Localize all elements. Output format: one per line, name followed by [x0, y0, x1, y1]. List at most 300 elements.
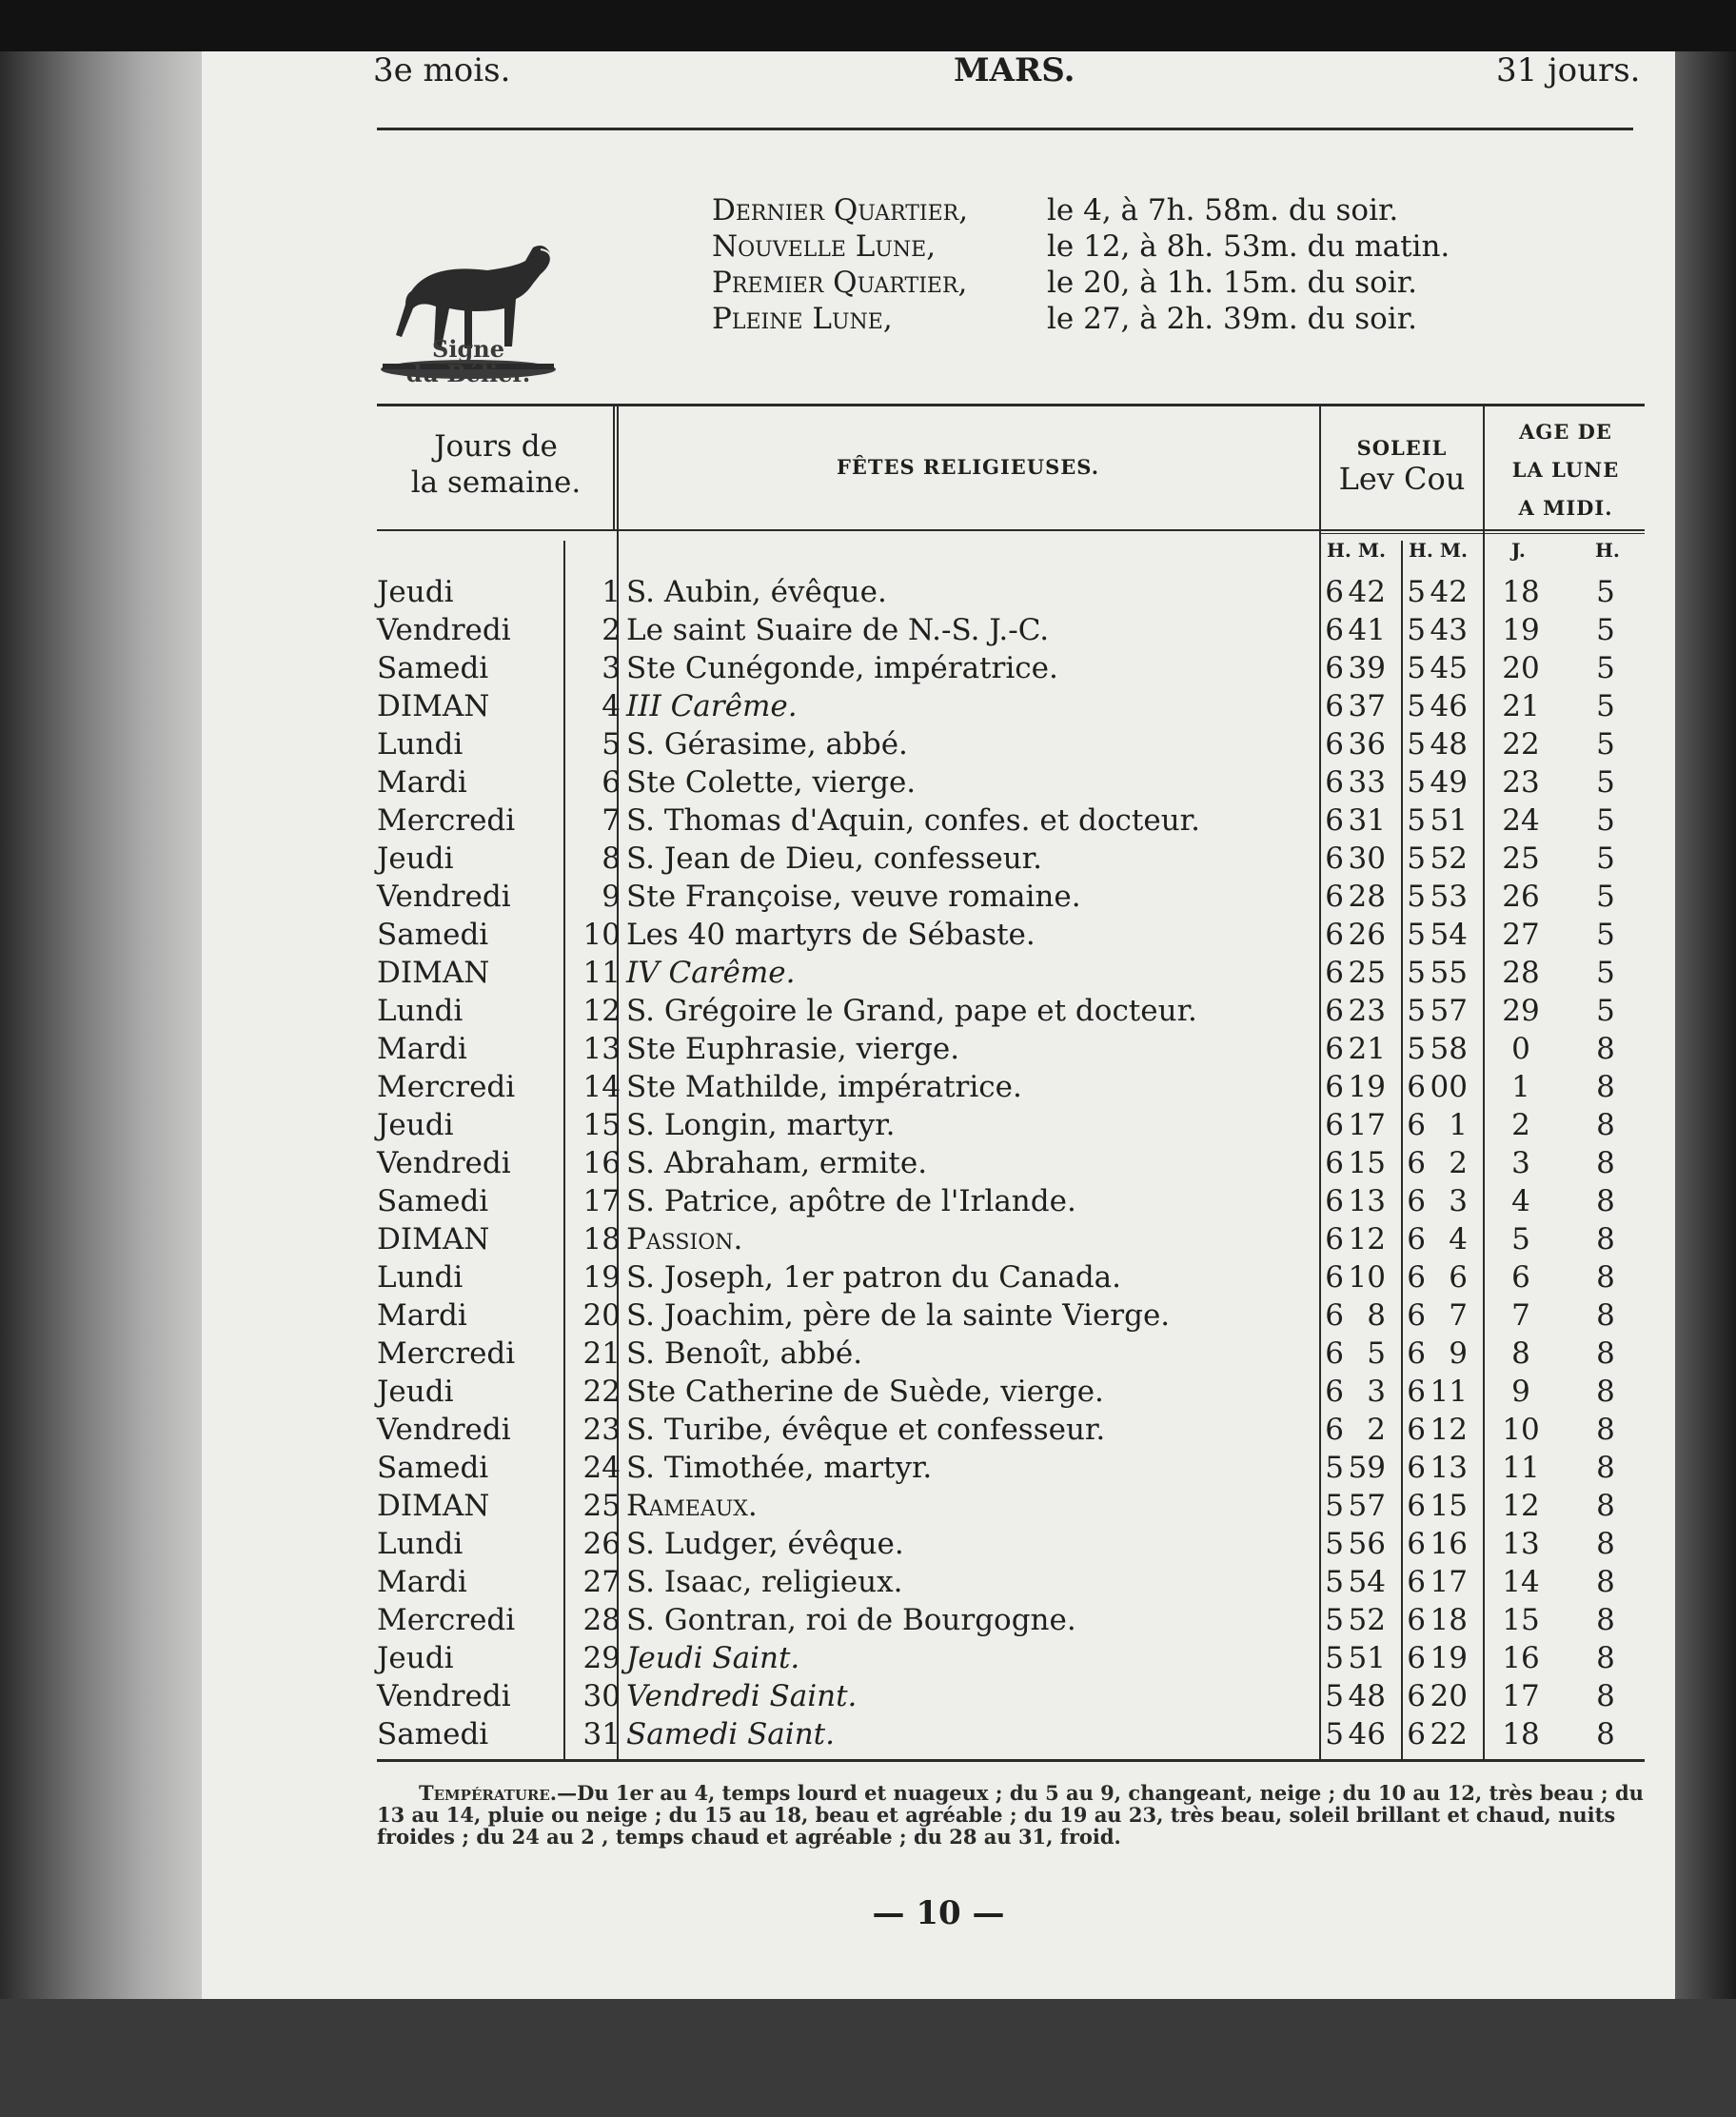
day-number-cell: 2 [602, 613, 621, 647]
sunset-hour-cell: 6 [1407, 1451, 1426, 1485]
sunrise-minute-cell: 36 [1348, 727, 1386, 762]
table-row [202, 1335, 1675, 1373]
feast-cell: Jeudi Saint. [626, 1641, 800, 1675]
table-row [202, 573, 1675, 611]
moon-phase-name: Dernier Quartier, [712, 193, 969, 228]
moon-age-hours-cell: 8 [1596, 1451, 1615, 1485]
feast-cell: Ste Cunégonde, impératrice. [626, 651, 1058, 685]
table-top-rule [377, 404, 1645, 406]
moon-age-days-cell: 10 [1502, 1413, 1540, 1447]
sunset-minute-cell: 55 [1430, 956, 1468, 990]
feast-cell: S. Joachim, père de la sainte Vierge. [626, 1298, 1171, 1333]
sunset-minute-cell: 9 [1449, 1336, 1468, 1371]
table-row [202, 916, 1675, 954]
calendar-rows [202, 573, 1675, 1753]
weekday-cell: Samedi [377, 651, 489, 685]
sunrise-minute-cell: 25 [1348, 956, 1386, 990]
sunset-minute-cell: 15 [1430, 1489, 1468, 1523]
weekday-cell: Mardi [377, 1032, 467, 1066]
sunset-hour-cell: 5 [1407, 575, 1426, 609]
sunrise-minute-cell: 31 [1348, 803, 1386, 838]
table-row [202, 801, 1675, 840]
sunset-minute-cell: 4 [1449, 1222, 1468, 1256]
moon-age-hours-cell: 8 [1596, 1565, 1615, 1599]
moon-age-days-cell: 11 [1502, 1451, 1540, 1485]
sunset-hour-cell: 6 [1407, 1146, 1426, 1180]
sunrise-hour-cell: 5 [1325, 1679, 1344, 1713]
weekday-cell: DIMAN [377, 1222, 490, 1256]
day-number-cell: 26 [582, 1527, 621, 1561]
feast-cell: Les 40 martyrs de Sébaste. [626, 918, 1036, 952]
moon-age-hours-cell: 8 [1596, 1641, 1615, 1675]
subheader-lev-hm: H. M. [1327, 539, 1386, 562]
sunrise-hour-cell: 6 [1325, 1070, 1344, 1104]
moon-age-hours-cell: 8 [1596, 1603, 1615, 1637]
sunset-minute-cell: 43 [1430, 613, 1468, 647]
weekday-cell: Lundi [377, 994, 464, 1028]
feast-cell: S. Gontran, roi de Bourgogne. [626, 1603, 1076, 1637]
moon-age-days-cell: 13 [1502, 1527, 1540, 1561]
day-number-cell: 24 [582, 1451, 621, 1485]
moon-age-days-cell: 9 [1511, 1375, 1530, 1409]
weekday-cell: DIMAN [377, 689, 490, 723]
sunset-minute-cell: 19 [1430, 1641, 1468, 1675]
weekday-cell: Mercredi [377, 1336, 516, 1371]
moon-age-hours-cell: 8 [1596, 1489, 1615, 1523]
moon-age-hours-cell: 8 [1596, 1184, 1615, 1218]
feast-cell: Ste Colette, vierge. [626, 765, 917, 800]
sunrise-minute-cell: 10 [1348, 1260, 1386, 1295]
sunrise-hour-cell: 6 [1325, 689, 1344, 723]
scan-border-right [1675, 51, 1736, 2050]
moon-age-days-cell: 27 [1502, 918, 1540, 952]
sunrise-minute-cell: 54 [1348, 1565, 1386, 1599]
weekday-cell: Mardi [377, 765, 467, 800]
day-number-cell: 28 [582, 1603, 621, 1637]
moon-age-hours-cell: 8 [1596, 1108, 1615, 1142]
feast-cell: Le saint Suaire de N.-S. J.-C. [626, 613, 1050, 647]
sunset-hour-cell: 6 [1407, 1336, 1426, 1371]
sunrise-hour-cell: 6 [1325, 651, 1344, 685]
sunrise-minute-cell: 46 [1348, 1717, 1386, 1751]
sunrise-minute-cell: 37 [1348, 689, 1386, 723]
sunrise-hour-cell: 5 [1325, 1565, 1344, 1599]
table-row [202, 1563, 1675, 1601]
day-number-cell: 14 [582, 1070, 621, 1104]
feast-cell: S. Joseph, 1er patron du Canada. [626, 1260, 1122, 1295]
moon-age-hours-cell: 8 [1596, 1717, 1615, 1751]
moon-age-hours-cell: 8 [1596, 1146, 1615, 1180]
sunset-minute-cell: 3 [1449, 1184, 1468, 1218]
table-row [202, 763, 1675, 801]
day-number-cell: 1 [602, 575, 621, 609]
feast-cell: Ste Euphrasie, vierge. [626, 1032, 960, 1066]
sunrise-hour-cell: 6 [1325, 880, 1344, 914]
column-header-soleil-title: SOLEIL [1356, 436, 1448, 460]
day-number-cell: 9 [602, 880, 621, 914]
moon-age-days-cell: 12 [1502, 1489, 1540, 1523]
feast-cell: S. Turibe, évêque et confesseur. [626, 1413, 1106, 1447]
sunrise-hour-cell: 6 [1325, 1222, 1344, 1256]
sunset-minute-cell: 7 [1449, 1298, 1468, 1333]
feast-cell: S. Thomas d'Aquin, confes. et docteur. [626, 803, 1200, 838]
sunrise-hour-cell: 6 [1325, 1032, 1344, 1066]
sunrise-minute-cell: 8 [1367, 1298, 1386, 1333]
day-number-cell: 16 [582, 1146, 621, 1180]
scan-border-top [0, 0, 1736, 51]
table-row [202, 1639, 1675, 1677]
day-number-cell: 7 [602, 803, 621, 838]
weekday-cell: Mardi [377, 1565, 467, 1599]
moon-age-days-cell: 7 [1511, 1298, 1530, 1333]
sunrise-hour-cell: 6 [1325, 841, 1344, 876]
sunset-minute-cell: 16 [1430, 1527, 1468, 1561]
sunrise-minute-cell: 30 [1348, 841, 1386, 876]
sunset-hour-cell: 5 [1407, 994, 1426, 1028]
sunset-minute-cell: 22 [1430, 1717, 1468, 1751]
feast-cell: S. Isaac, religieux. [626, 1565, 903, 1599]
table-row [202, 1106, 1675, 1144]
day-number-cell: 5 [602, 727, 621, 762]
sunset-minute-cell: 49 [1430, 765, 1468, 800]
sunset-minute-cell: 42 [1430, 575, 1468, 609]
moon-age-hours-cell: 8 [1596, 1260, 1615, 1295]
sunset-hour-cell: 6 [1407, 1679, 1426, 1713]
sunset-minute-cell: 52 [1430, 841, 1468, 876]
moon-age-hours-cell: 5 [1596, 841, 1615, 876]
sunset-minute-cell: 46 [1430, 689, 1468, 723]
weekday-cell: Jeudi [377, 1108, 454, 1142]
sunset-hour-cell: 5 [1407, 765, 1426, 800]
sunrise-hour-cell: 6 [1325, 803, 1344, 838]
table-row [202, 649, 1675, 687]
weekday-cell: Vendredi [377, 1146, 511, 1180]
moon-phase-name: Nouvelle Lune, [712, 229, 937, 264]
moon-age-days-cell: 25 [1502, 841, 1540, 876]
sunrise-minute-cell: 2 [1367, 1413, 1386, 1447]
header-month-number: 3e mois. [373, 51, 511, 89]
table-row [202, 992, 1675, 1030]
sunrise-minute-cell: 56 [1348, 1527, 1386, 1561]
feast-cell: Samedi Saint. [626, 1717, 835, 1751]
sunrise-minute-cell: 5 [1367, 1336, 1386, 1371]
moon-age-hours-cell: 8 [1596, 1527, 1615, 1561]
day-number-cell: 30 [582, 1679, 621, 1713]
temperature-note [377, 1782, 1652, 1848]
sunrise-minute-cell: 59 [1348, 1451, 1386, 1485]
sunrise-minute-cell: 41 [1348, 613, 1386, 647]
table-row [202, 1373, 1675, 1411]
weekday-cell: Lundi [377, 1527, 464, 1561]
sunset-hour-cell: 6 [1407, 1565, 1426, 1599]
moon-age-days-cell: 20 [1502, 651, 1540, 685]
header-rule [377, 128, 1633, 130]
subheader-lune-h: H. [1595, 539, 1620, 562]
sunrise-minute-cell: 3 [1367, 1375, 1386, 1409]
temperature-text: —Du 1er au 4, temps lourd et nuageux ; du 5 au 9, changeant, neige ; du 10 au 12, très beau ; du 13 au 14, pluie ou neige ; du 15 au 18, beau et agréable ; du 19 au 23, très beau, soleil brillant et chaud, nuits froides ; du 24 au 2 , temps chaud et agréable ; du 28 au 31, froid. [377, 1781, 1644, 1849]
sunset-minute-cell: 58 [1430, 1032, 1468, 1066]
sunset-minute-cell: 20 [1430, 1679, 1468, 1713]
moon-age-hours-cell: 5 [1596, 651, 1615, 685]
moon-age-hours-cell: 5 [1596, 803, 1615, 838]
sunset-hour-cell: 6 [1407, 1641, 1426, 1675]
weekday-cell: Lundi [377, 727, 464, 762]
sunset-minute-cell: 51 [1430, 803, 1468, 838]
sunset-minute-cell: 2 [1449, 1146, 1468, 1180]
day-number-cell: 25 [582, 1489, 621, 1523]
table-row [202, 725, 1675, 763]
day-number-cell: 22 [582, 1375, 621, 1409]
weekday-cell: DIMAN [377, 1489, 490, 1523]
moon-age-hours-cell: 5 [1596, 613, 1615, 647]
moon-age-hours-cell: 5 [1596, 994, 1615, 1028]
moon-phase-date: le 4, à 7h. 58m. du soir. [1047, 193, 1399, 228]
header-divider-days [613, 406, 615, 531]
header-month-name: MARS. [954, 51, 1075, 89]
weekday-cell: Lundi [377, 1260, 464, 1295]
table-row [202, 1715, 1675, 1753]
column-header-fetes: FÊTES RELIGIEUSES. [836, 455, 1100, 479]
moon-age-days-cell: 17 [1502, 1679, 1540, 1713]
sunset-hour-cell: 5 [1407, 689, 1426, 723]
feast-cell: S. Abraham, ermite. [626, 1146, 928, 1180]
sunrise-hour-cell: 5 [1325, 1451, 1344, 1485]
moon-age-hours-cell: 5 [1596, 918, 1615, 952]
day-number-cell: 10 [582, 918, 621, 952]
moon-age-days-cell: 1 [1511, 1070, 1530, 1104]
column-header-lune-line1: AGE DE [1519, 420, 1612, 444]
feast-cell: S. Timothée, martyr. [626, 1451, 933, 1485]
sunrise-minute-cell: 12 [1348, 1222, 1386, 1256]
sunrise-hour-cell: 6 [1325, 727, 1344, 762]
moon-age-days-cell: 5 [1511, 1222, 1530, 1256]
moon-age-days-cell: 0 [1511, 1032, 1530, 1066]
moon-age-days-cell: 2 [1511, 1108, 1530, 1142]
day-number-cell: 12 [582, 994, 621, 1028]
moon-age-days-cell: 4 [1511, 1184, 1530, 1218]
weekday-cell: Jeudi [377, 841, 454, 876]
column-header-lune-line3: A MIDI. [1518, 496, 1613, 520]
table-row [202, 1030, 1675, 1068]
sunset-hour-cell: 6 [1407, 1070, 1426, 1104]
moon-age-days-cell: 15 [1502, 1603, 1540, 1637]
sunrise-hour-cell: 6 [1325, 1184, 1344, 1218]
sunset-minute-cell: 54 [1430, 918, 1468, 952]
feast-cell: III Carême. [626, 689, 798, 723]
day-number-cell: 20 [582, 1298, 621, 1333]
sunrise-hour-cell: 6 [1325, 994, 1344, 1028]
weekday-cell: Jeudi [377, 1375, 454, 1409]
moon-age-hours-cell: 5 [1596, 956, 1615, 990]
moon-age-hours-cell: 8 [1596, 1679, 1615, 1713]
sign-caption [383, 337, 554, 386]
moon-age-days-cell: 21 [1502, 689, 1540, 723]
day-number-cell: 15 [582, 1108, 621, 1142]
moon-age-days-cell: 6 [1511, 1260, 1530, 1295]
day-number-cell: 23 [582, 1413, 621, 1447]
weekday-cell: Samedi [377, 1451, 489, 1485]
sunrise-hour-cell: 6 [1325, 918, 1344, 952]
feast-cell: S. Jean de Dieu, confesseur. [626, 841, 1042, 876]
feast-cell: S. Gérasime, abbé. [626, 727, 908, 762]
sunrise-minute-cell: 21 [1348, 1032, 1386, 1066]
sunset-hour-cell: 6 [1407, 1717, 1426, 1751]
day-number-cell: 27 [582, 1565, 621, 1599]
almanac-page [202, 51, 1675, 1999]
feast-cell: S. Aubin, évêque. [626, 575, 887, 609]
subheader-rule [1321, 533, 1645, 534]
moon-phase-date: le 27, à 2h. 39m. du soir. [1047, 302, 1417, 336]
moon-age-days-cell: 22 [1502, 727, 1540, 762]
sunrise-minute-cell: 33 [1348, 765, 1386, 800]
moon-age-days-cell: 8 [1511, 1336, 1530, 1371]
sunrise-hour-cell: 6 [1325, 1108, 1344, 1142]
sunrise-minute-cell: 51 [1348, 1641, 1386, 1675]
moon-phase-date: le 20, à 1h. 15m. du soir. [1047, 266, 1417, 300]
table-row [202, 687, 1675, 725]
sunrise-minute-cell: 13 [1348, 1184, 1386, 1218]
table-row [202, 1411, 1675, 1449]
subheader-cou-hm: H. M. [1409, 539, 1468, 562]
moon-age-days-cell: 26 [1502, 880, 1540, 914]
table-row [202, 878, 1675, 916]
sunrise-hour-cell: 5 [1325, 1603, 1344, 1637]
table-row [202, 1677, 1675, 1715]
sunrise-hour-cell: 5 [1325, 1717, 1344, 1751]
sunset-hour-cell: 5 [1407, 880, 1426, 914]
moon-age-hours-cell: 8 [1596, 1032, 1615, 1066]
sunrise-minute-cell: 52 [1348, 1603, 1386, 1637]
sunset-hour-cell: 6 [1407, 1375, 1426, 1409]
moon-age-hours-cell: 8 [1596, 1336, 1615, 1371]
feast-cell: Passion. [626, 1222, 743, 1256]
sunset-minute-cell: 6 [1449, 1260, 1468, 1295]
feast-cell: S. Longin, martyr. [626, 1108, 896, 1142]
sunset-minute-cell: 17 [1430, 1565, 1468, 1599]
sunset-hour-cell: 6 [1407, 1184, 1426, 1218]
moon-age-hours-cell: 5 [1596, 765, 1615, 800]
feast-cell: S. Grégoire le Grand, pape et docteur. [626, 994, 1197, 1028]
sunrise-hour-cell: 6 [1325, 765, 1344, 800]
column-header-lune-line2: LA LUNE [1511, 458, 1620, 482]
weekday-cell: Jeudi [377, 575, 454, 609]
day-number-cell: 18 [582, 1222, 621, 1256]
table-row [202, 1449, 1675, 1487]
sunset-hour-cell: 6 [1407, 1108, 1426, 1142]
scan-border-left [0, 51, 202, 2050]
sunrise-hour-cell: 6 [1325, 1260, 1344, 1295]
feast-cell: S. Patrice, apôtre de l'Irlande. [626, 1184, 1076, 1218]
moon-age-hours-cell: 8 [1596, 1222, 1615, 1256]
moon-age-days-cell: 24 [1502, 803, 1540, 838]
column-header-days [385, 428, 607, 501]
sunrise-hour-cell: 6 [1325, 1298, 1344, 1333]
moon-age-days-cell: 29 [1502, 994, 1540, 1028]
table-row [202, 1220, 1675, 1258]
scan-border-bottom [0, 1999, 1736, 2117]
sunrise-minute-cell: 15 [1348, 1146, 1386, 1180]
weekday-cell: Vendredi [377, 880, 511, 914]
sunrise-minute-cell: 17 [1348, 1108, 1386, 1142]
sunrise-hour-cell: 5 [1325, 1641, 1344, 1675]
sunrise-hour-cell: 6 [1325, 1336, 1344, 1371]
sunset-minute-cell: 53 [1430, 880, 1468, 914]
sunset-hour-cell: 6 [1407, 1260, 1426, 1295]
sunset-minute-cell: 12 [1430, 1413, 1468, 1447]
moon-age-hours-cell: 5 [1596, 727, 1615, 762]
sunrise-minute-cell: 28 [1348, 880, 1386, 914]
moon-phase-date: le 12, à 8h. 53m. du matin. [1047, 229, 1450, 264]
moon-age-hours-cell: 8 [1596, 1413, 1615, 1447]
feast-cell: Ste Mathilde, impératrice. [626, 1070, 1022, 1104]
weekday-cell: Mardi [377, 1298, 467, 1333]
moon-age-days-cell: 23 [1502, 765, 1540, 800]
sunrise-hour-cell: 5 [1325, 1489, 1344, 1523]
weekday-cell: Vendredi [377, 1413, 511, 1447]
sunrise-hour-cell: 6 [1325, 1413, 1344, 1447]
table-row [202, 954, 1675, 992]
feast-cell: IV Carême. [626, 956, 796, 990]
sunrise-hour-cell: 5 [1325, 1527, 1344, 1561]
page-number: — 10 — [872, 1894, 1005, 1932]
table-row [202, 1258, 1675, 1296]
sunrise-minute-cell: 19 [1348, 1070, 1386, 1104]
table-row [202, 1296, 1675, 1335]
sunset-hour-cell: 5 [1407, 651, 1426, 685]
day-number-cell: 8 [602, 841, 621, 876]
column-header-days-line2: la semaine. [410, 465, 582, 500]
moon-age-days-cell: 14 [1502, 1565, 1540, 1599]
sunset-minute-cell: 18 [1430, 1603, 1468, 1637]
moon-age-hours-cell: 5 [1596, 575, 1615, 609]
table-header-rule [377, 529, 1645, 531]
temperature-label: Température. [419, 1781, 558, 1805]
sunset-hour-cell: 6 [1407, 1222, 1426, 1256]
day-number-cell: 4 [602, 689, 621, 723]
sunrise-hour-cell: 6 [1325, 613, 1344, 647]
table-row [202, 611, 1675, 649]
column-header-soleil [1321, 436, 1483, 498]
day-number-cell: 13 [582, 1032, 621, 1066]
table-bottom-rule [377, 1759, 1645, 1762]
feast-cell: S. Ludger, évêque. [626, 1527, 904, 1561]
sunrise-minute-cell: 48 [1348, 1679, 1386, 1713]
day-number-cell: 19 [582, 1260, 621, 1295]
moon-phase-name: Pleine Lune, [712, 302, 893, 336]
sunset-hour-cell: 5 [1407, 918, 1426, 952]
column-header-lune [1487, 413, 1645, 527]
weekday-cell: Jeudi [377, 1641, 454, 1675]
sunset-minute-cell: 13 [1430, 1451, 1468, 1485]
moon-age-days-cell: 18 [1502, 1717, 1540, 1751]
weekday-cell: Mercredi [377, 803, 516, 838]
sunset-hour-cell: 6 [1407, 1527, 1426, 1561]
table-row [202, 1601, 1675, 1639]
moon-age-hours-cell: 8 [1596, 1298, 1615, 1333]
sunrise-minute-cell: 39 [1348, 651, 1386, 685]
feast-cell: Vendredi Saint. [626, 1679, 858, 1713]
sign-caption-line1: Signe [432, 335, 504, 363]
sunset-hour-cell: 6 [1407, 1603, 1426, 1637]
moon-age-days-cell: 16 [1502, 1641, 1540, 1675]
feast-cell: Rameaux. [626, 1489, 758, 1523]
day-number-cell: 21 [582, 1336, 621, 1371]
weekday-cell: Samedi [377, 918, 489, 952]
sunset-hour-cell: 5 [1407, 803, 1426, 838]
moon-age-hours-cell: 5 [1596, 689, 1615, 723]
day-number-cell: 29 [582, 1641, 621, 1675]
sunset-minute-cell: 45 [1430, 651, 1468, 685]
